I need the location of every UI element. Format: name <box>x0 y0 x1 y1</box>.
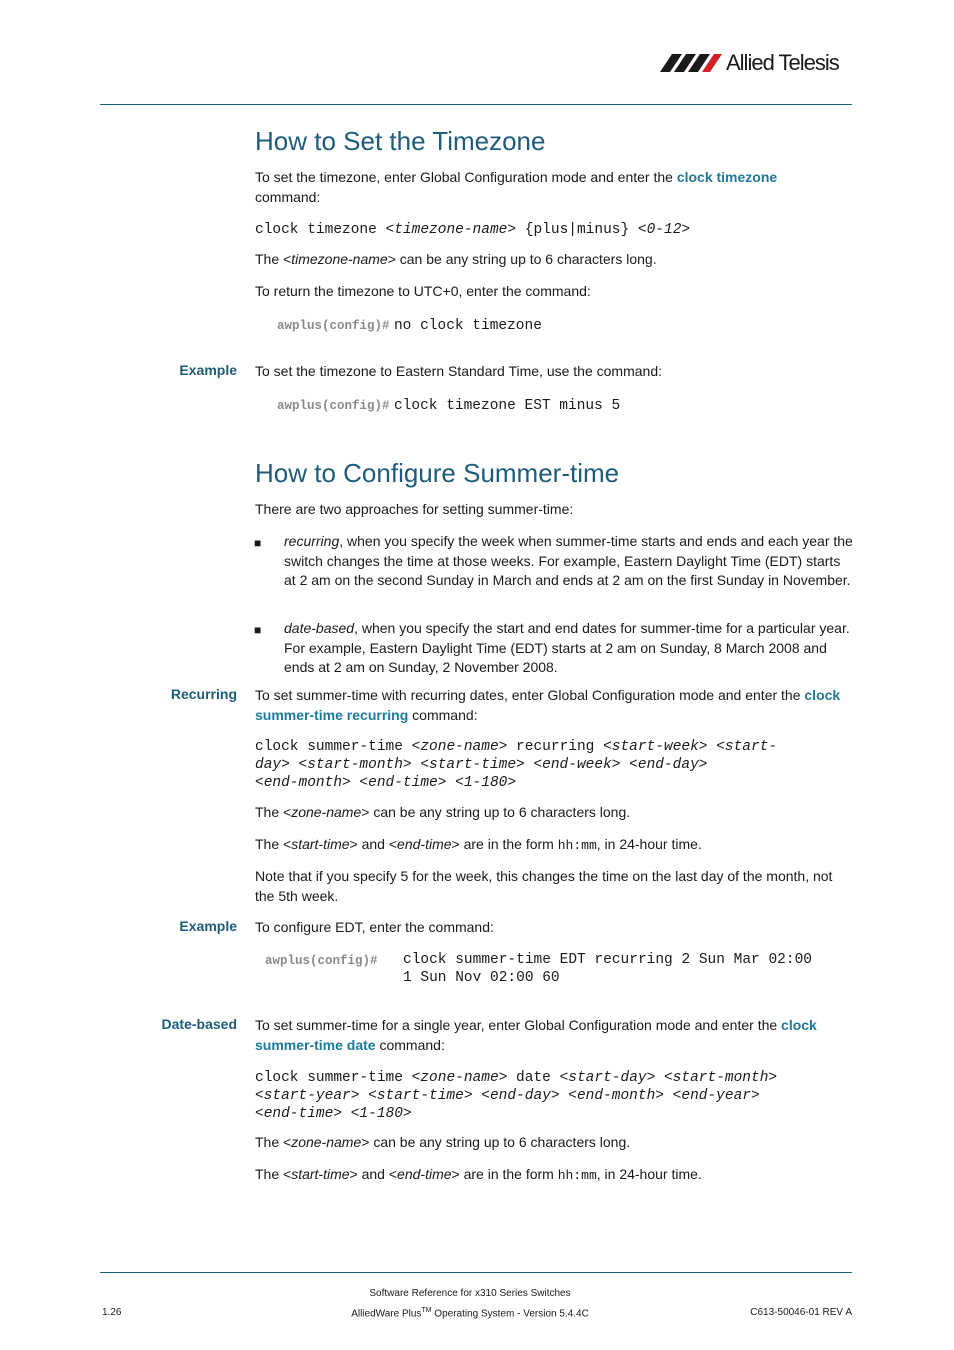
timezone-syntax: clock timezone <timezone-name> {plus|minus} <0-12> <box>255 222 691 238</box>
time-format-note: The <start-time> and <end-time> are in the form hh:mm, in 24-hour time. <box>255 836 702 853</box>
time-format-note: The <start-time> and <end-time> are in the form hh:mm, in 24-hour time. <box>255 1166 702 1183</box>
zone-name-note: The <zone-name> can be any string up to 6 characters long. <box>255 1134 631 1150</box>
logo-mark-icon <box>660 52 722 74</box>
section-title-summer-time: How to Configure Summer-time <box>255 458 620 488</box>
timezone-intro: To set the timezone, enter Global Configuration mode and enter the clock timezone command: <box>255 169 778 205</box>
side-label-example: Example <box>179 918 237 934</box>
bullet-icon: ■ <box>254 623 262 637</box>
side-label-date-based: Date-based <box>161 1016 237 1032</box>
cli-prompt: awplus(config)# <box>265 954 378 968</box>
recurring-intro: To set summer-time with recurring dates, enter Global Configuration mode and enter the clock summer-time recurring command: <box>255 687 841 723</box>
utc-return-note: To return the timezone to UTC+0, enter the command: <box>255 283 591 299</box>
footer-os-version: AlliedWare Plus™ Operating System - Version 5.4.4C <box>351 1307 589 1320</box>
week-note: Note that if you specify 5 for the week, this changes the time on the last day of the month, not the 5th week. <box>255 868 833 904</box>
header-rule <box>100 104 852 105</box>
bullet-icon: ■ <box>254 536 262 550</box>
cli-command: clock timezone EST minus 5 <box>393 398 621 414</box>
side-label-example: Example <box>179 362 237 378</box>
document-id: C613-50046-01 REV A <box>750 1307 852 1318</box>
clock-timezone-link[interactable]: clock timezone <box>676 169 778 185</box>
cli-command: no clock timezone <box>393 318 542 334</box>
cli-prompt: awplus(config)# <box>277 319 390 333</box>
example-text-edt: To configure EDT, enter the command: <box>255 919 494 935</box>
clock-summer-time-date-link[interactable]: clock summer-time date <box>255 1017 817 1053</box>
allied-telesis-logo <box>660 50 856 80</box>
command-example-est <box>277 396 620 415</box>
cli-command: clock summer-time EDT recurring 2 Sun Mar 02:00 1 Sun Nov 02:00 60 <box>403 952 812 986</box>
section-title-timezone: How to Set the Timezone <box>255 126 546 156</box>
footer-title: Software Reference for x310 Series Switches <box>369 1288 571 1299</box>
side-label-recurring: Recurring <box>170 686 237 702</box>
date-based-intro: To set summer-time for a single year, enter Global Configuration mode and enter the clock summer-time date command: <box>255 1017 817 1053</box>
bullet-date-based: date-based, when you specify the start and end dates for summer-time for a particular year. For example, Eastern Daylight Time (EDT) starts at 2 am on Sunday, 8 March 2008 and ends at 2 am on Sunday, 2 November 2008. <box>284 620 850 675</box>
command-example-no-timezone <box>277 316 542 335</box>
command-example-edt <box>265 951 378 969</box>
logo-text: Allied Telesis <box>726 50 839 75</box>
recurring-syntax: clock summer-time <zone-name> recurring <start-week> <start- day> <start-month> <start-time> <end-week> <end-day> <end-month> <end-time> <1-180> <box>255 739 778 791</box>
timezone-name-note: The <timezone-name> can be any string up to 6 characters long. <box>255 251 657 267</box>
clock-summer-time-recurring-link[interactable]: clock summer-time recurring <box>255 687 841 723</box>
bullet-recurring: recurring, when you specify the week when summer-time starts and ends and each year the switch changes the time at those weeks. For example, Eastern Daylight Time (EDT) starts at 2 am on the second Sunday in March and ends at 2 am on the first Sunday in November. <box>284 533 853 588</box>
footer-rule <box>100 1272 852 1273</box>
page-number: 1.26 <box>102 1307 122 1318</box>
zone-name-note: The <zone-name> can be any string up to 6 characters long. <box>255 804 631 820</box>
cli-prompt: awplus(config)# <box>277 399 390 413</box>
example-text-est: To set the timezone to Eastern Standard Time, use the command: <box>255 363 662 379</box>
date-based-syntax: clock summer-time <zone-name> date <start-day> <start-month> <start-year> <start-time> <end-day> <end-month> <end-year> <end-time> <1-180> <box>255 1070 778 1122</box>
summer-time-intro: There are two approaches for setting summer-time: <box>255 501 574 517</box>
